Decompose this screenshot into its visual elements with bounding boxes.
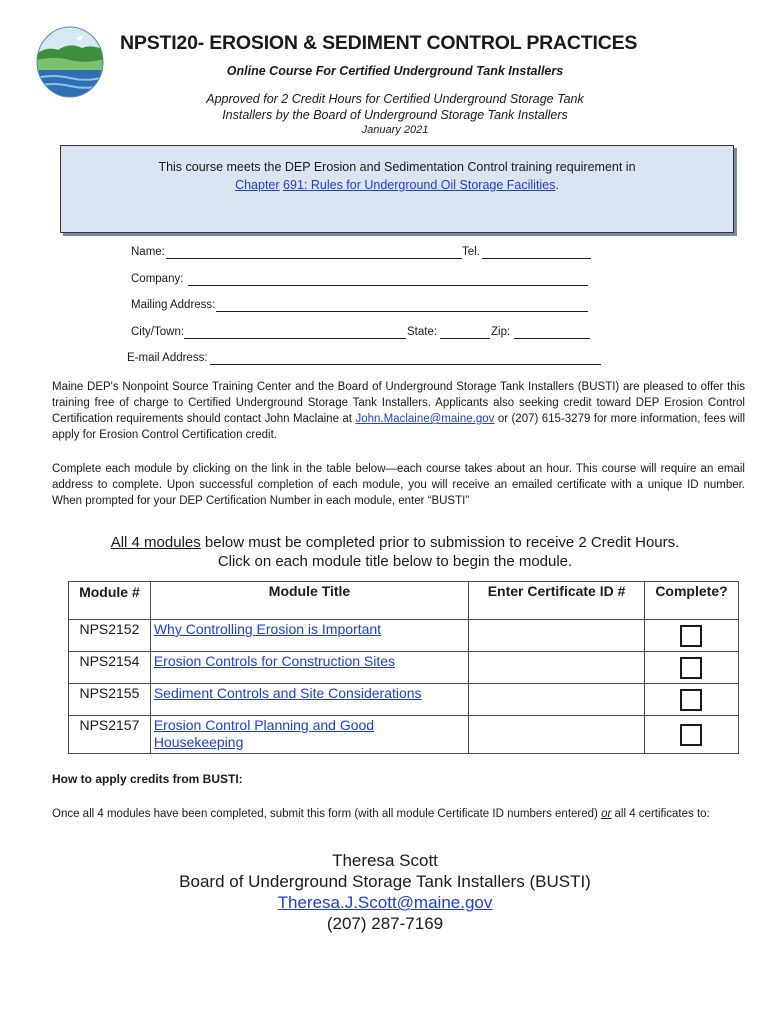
intro-paragraph xyxy=(52,379,745,443)
table-header-row xyxy=(69,582,739,620)
complete-checkbox[interactable] xyxy=(680,724,702,746)
contact-email-link[interactable]: Theresa.J.Scott@maine.gov xyxy=(277,893,493,912)
email-field[interactable] xyxy=(210,364,601,365)
complete-cell xyxy=(644,620,738,652)
complete-checkbox[interactable] xyxy=(680,657,702,679)
mailing-address-label: Mailing Address: xyxy=(131,299,216,311)
requirement-statement xyxy=(0,533,770,571)
module-link-nps2154[interactable]: Erosion Controls for Construction Sites xyxy=(153,653,396,669)
zip-field[interactable] xyxy=(514,338,590,339)
instructions-paragraph: Complete each module by clicking on the link in the table below—each course takes about an hour. This course will require an email address to complete. Upon successful completion of each module, you will receive an emailed certificate with a unique ID number. When prompted for your DEP Certification Number in each module, enter “BUSTI” xyxy=(52,463,745,507)
tel-label: Tel. xyxy=(462,246,480,258)
complete-cell xyxy=(644,684,738,716)
howto-or: or xyxy=(601,808,612,820)
approval-line-2: Installers by the Board of Underground Storage Tank Installers xyxy=(222,108,568,122)
header-certificate: Enter Certificate ID # xyxy=(469,582,645,620)
requirement-rest: below must be completed prior to submission to receive 2 Credit Hours. xyxy=(200,534,680,551)
requirement-line-1 xyxy=(0,533,770,552)
howto-text-after: all 4 certificates to: xyxy=(614,808,710,820)
certificate-id-cell[interactable] xyxy=(469,620,645,652)
module-code: NPS2155 xyxy=(69,684,151,716)
contact-org: Board of Underground Storage Tank Installers (BUSTI) xyxy=(179,872,591,891)
module-title-cell xyxy=(150,652,468,684)
module-title-cell xyxy=(150,620,468,652)
contact-phone: (207) 287-7169 xyxy=(326,914,444,933)
contact-email-line xyxy=(0,892,770,913)
approval-line-1: Approved for 2 Credit Hours for Certified Underground Storage Tank xyxy=(206,92,584,106)
notice-text: This course meets the DEP Erosion and Sedimentation Control training requirement in xyxy=(158,160,636,174)
chapter-colon[interactable]: : xyxy=(303,178,311,192)
approval-statement xyxy=(0,91,770,123)
howto-heading: How to apply credits from BUSTI: xyxy=(52,772,243,786)
complete-cell xyxy=(644,652,738,684)
module-code: NPS2154 xyxy=(69,652,151,684)
chapter-link[interactable]: Chapter xyxy=(235,178,280,192)
mailing-address-field[interactable] xyxy=(216,311,588,312)
module-title-cell xyxy=(150,716,468,754)
rules-link[interactable]: Rules for Underground Oil Storage Facilities xyxy=(310,178,556,192)
company-label: Company: xyxy=(131,273,184,285)
howto-paragraph xyxy=(52,806,745,822)
notice-period: . xyxy=(555,178,559,192)
module-title-cell xyxy=(150,684,468,716)
certificate-id-cell[interactable] xyxy=(469,652,645,684)
requirement-underlined: All 4 modules xyxy=(110,534,201,551)
page-title: NPSTI20- EROSION & SEDIMENT CONTROL PRACTICES xyxy=(120,32,638,54)
maine-dep-logo-icon xyxy=(36,26,104,98)
intro-text: Maine DEP's Nonpoint Source Training Center and the Board of Underground Storage Tank Installers (BUSTI) are pleased to offer this training free of charge to Certified Underground Storage Tank Installers. Applicants also seeking credit toward DEP Erosion Control Certification requirements should contact John Maclaine at xyxy=(52,381,745,425)
table-row xyxy=(69,652,739,684)
state-field[interactable] xyxy=(440,338,490,339)
howto-text-before: Once all 4 modules have been completed, submit this form (with all module Certificate ID numbers entered) xyxy=(52,808,598,820)
header-module: Module # xyxy=(69,582,151,620)
intro-tail: or (207) 615-3279 for more information, fees will apply for Erosion Control Certification credit. xyxy=(52,413,745,441)
state-label: State: xyxy=(407,326,438,338)
name-field[interactable] xyxy=(166,258,462,259)
certificate-id-cell[interactable] xyxy=(469,716,645,754)
complete-cell xyxy=(644,716,738,754)
notice-link-line xyxy=(61,176,733,194)
requirement-notice-box xyxy=(60,145,734,233)
module-link-nps2152[interactable]: Why Controlling Erosion is Important xyxy=(153,621,382,637)
city-field[interactable] xyxy=(184,338,406,339)
tel-field[interactable] xyxy=(482,258,591,259)
issue-date: January 2021 xyxy=(361,124,429,136)
zip-label: Zip: xyxy=(491,326,511,338)
module-code: NPS2152 xyxy=(69,620,151,652)
module-link-nps2157[interactable]: Erosion Control Planning and Good Housekeeping xyxy=(153,717,375,750)
header-complete: Complete? xyxy=(644,582,738,620)
module-link-nps2155[interactable]: Sediment Controls and Site Considerations xyxy=(153,685,422,701)
modules-table xyxy=(68,581,739,754)
complete-checkbox[interactable] xyxy=(680,625,702,647)
module-code: NPS2157 xyxy=(69,716,151,754)
name-label: Name: xyxy=(131,246,165,258)
certificate-id-cell[interactable] xyxy=(469,684,645,716)
header-title: Module Title xyxy=(150,582,468,620)
maclaine-email-link[interactable]: John.Maclaine@maine.gov xyxy=(355,413,495,425)
company-field[interactable] xyxy=(188,285,588,286)
table-row xyxy=(69,716,739,754)
chapter-number-link[interactable]: 691 xyxy=(283,178,304,192)
email-label: E-mail Address: xyxy=(127,352,208,364)
city-label: City/Town: xyxy=(131,326,185,338)
table-row xyxy=(69,620,739,652)
contact-name: Theresa Scott xyxy=(332,851,438,870)
requirement-line-2: Click on each module title below to begin the module. xyxy=(217,553,573,570)
complete-checkbox[interactable] xyxy=(680,689,702,711)
contact-block xyxy=(0,850,770,934)
course-subtitle: Online Course For Certified Underground Tank Installers xyxy=(226,64,564,78)
table-row xyxy=(69,684,739,716)
